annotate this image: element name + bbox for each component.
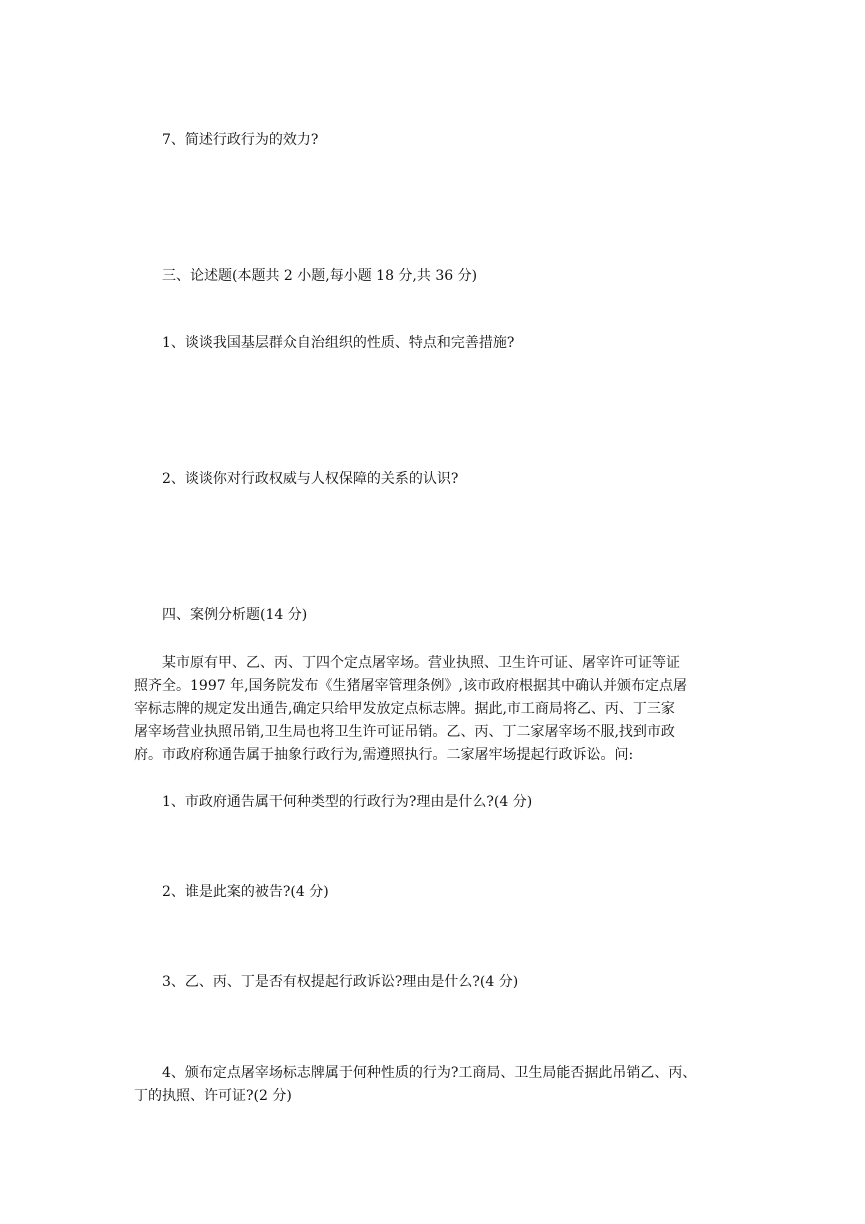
- case-text-line-4: 屠宰场营业执照吊销,卫生局也将卫生许可证吊销。乙、丙、丁二家屠宰场不服,找到市政: [134, 724, 675, 740]
- section-4-question-2: 2、谁是此案的被告?(4 分): [162, 884, 329, 900]
- section-3-question-2: 2、谈谈你对行政权威与人权保障的关系的认识?: [162, 471, 459, 487]
- section-4-question-4-line-1: 4、颁布定点屠宰场标志牌属于何种性质的行为?工商局、卫生局能否据此吊销乙、丙、: [162, 1065, 697, 1081]
- section-4-heading: 四、案例分析题(14 分): [162, 607, 308, 623]
- section-3-question-1: 1、谈谈我国基层群众自治组织的性质、特点和完善措施?: [162, 335, 515, 351]
- case-text-line-5: 府。市政府称通告属于抽象行政行为,需遵照执行。二家屠牢场提起行政诉讼。问:: [134, 747, 634, 763]
- section-4-question-3: 3、乙、丙、丁是否有权提起行政诉讼?理由是什么?(4 分): [162, 974, 519, 990]
- case-text-line-1: 某市原有甲、乙、丙、丁四个定点屠宰场。营业执照、卫生许可证、屠宰许可证等证: [162, 655, 680, 671]
- section-3-heading: 三、论述题(本题共 2 小题,每小题 18 分,共 36 分): [162, 268, 478, 284]
- case-text-line-3: 宰标志牌的规定发出通告,确定只给甲发放定点标志牌。据此,市工商局将乙、丙、丁三家: [134, 701, 675, 717]
- question-7: 7、简述行政行为的效力?: [162, 132, 319, 148]
- section-4-question-1: 1、市政府通告属干何种类型的行政行为?理由是什么?(4 分): [162, 794, 533, 810]
- section-4-question-4-line-2: 丁的执照、许可证?(2 分): [134, 1088, 292, 1104]
- case-text-line-2: 照齐全。1997 年,国务院发布《生猪屠宰管理条例》,该市政府根据其中确认并颁布定点屠: [134, 678, 687, 694]
